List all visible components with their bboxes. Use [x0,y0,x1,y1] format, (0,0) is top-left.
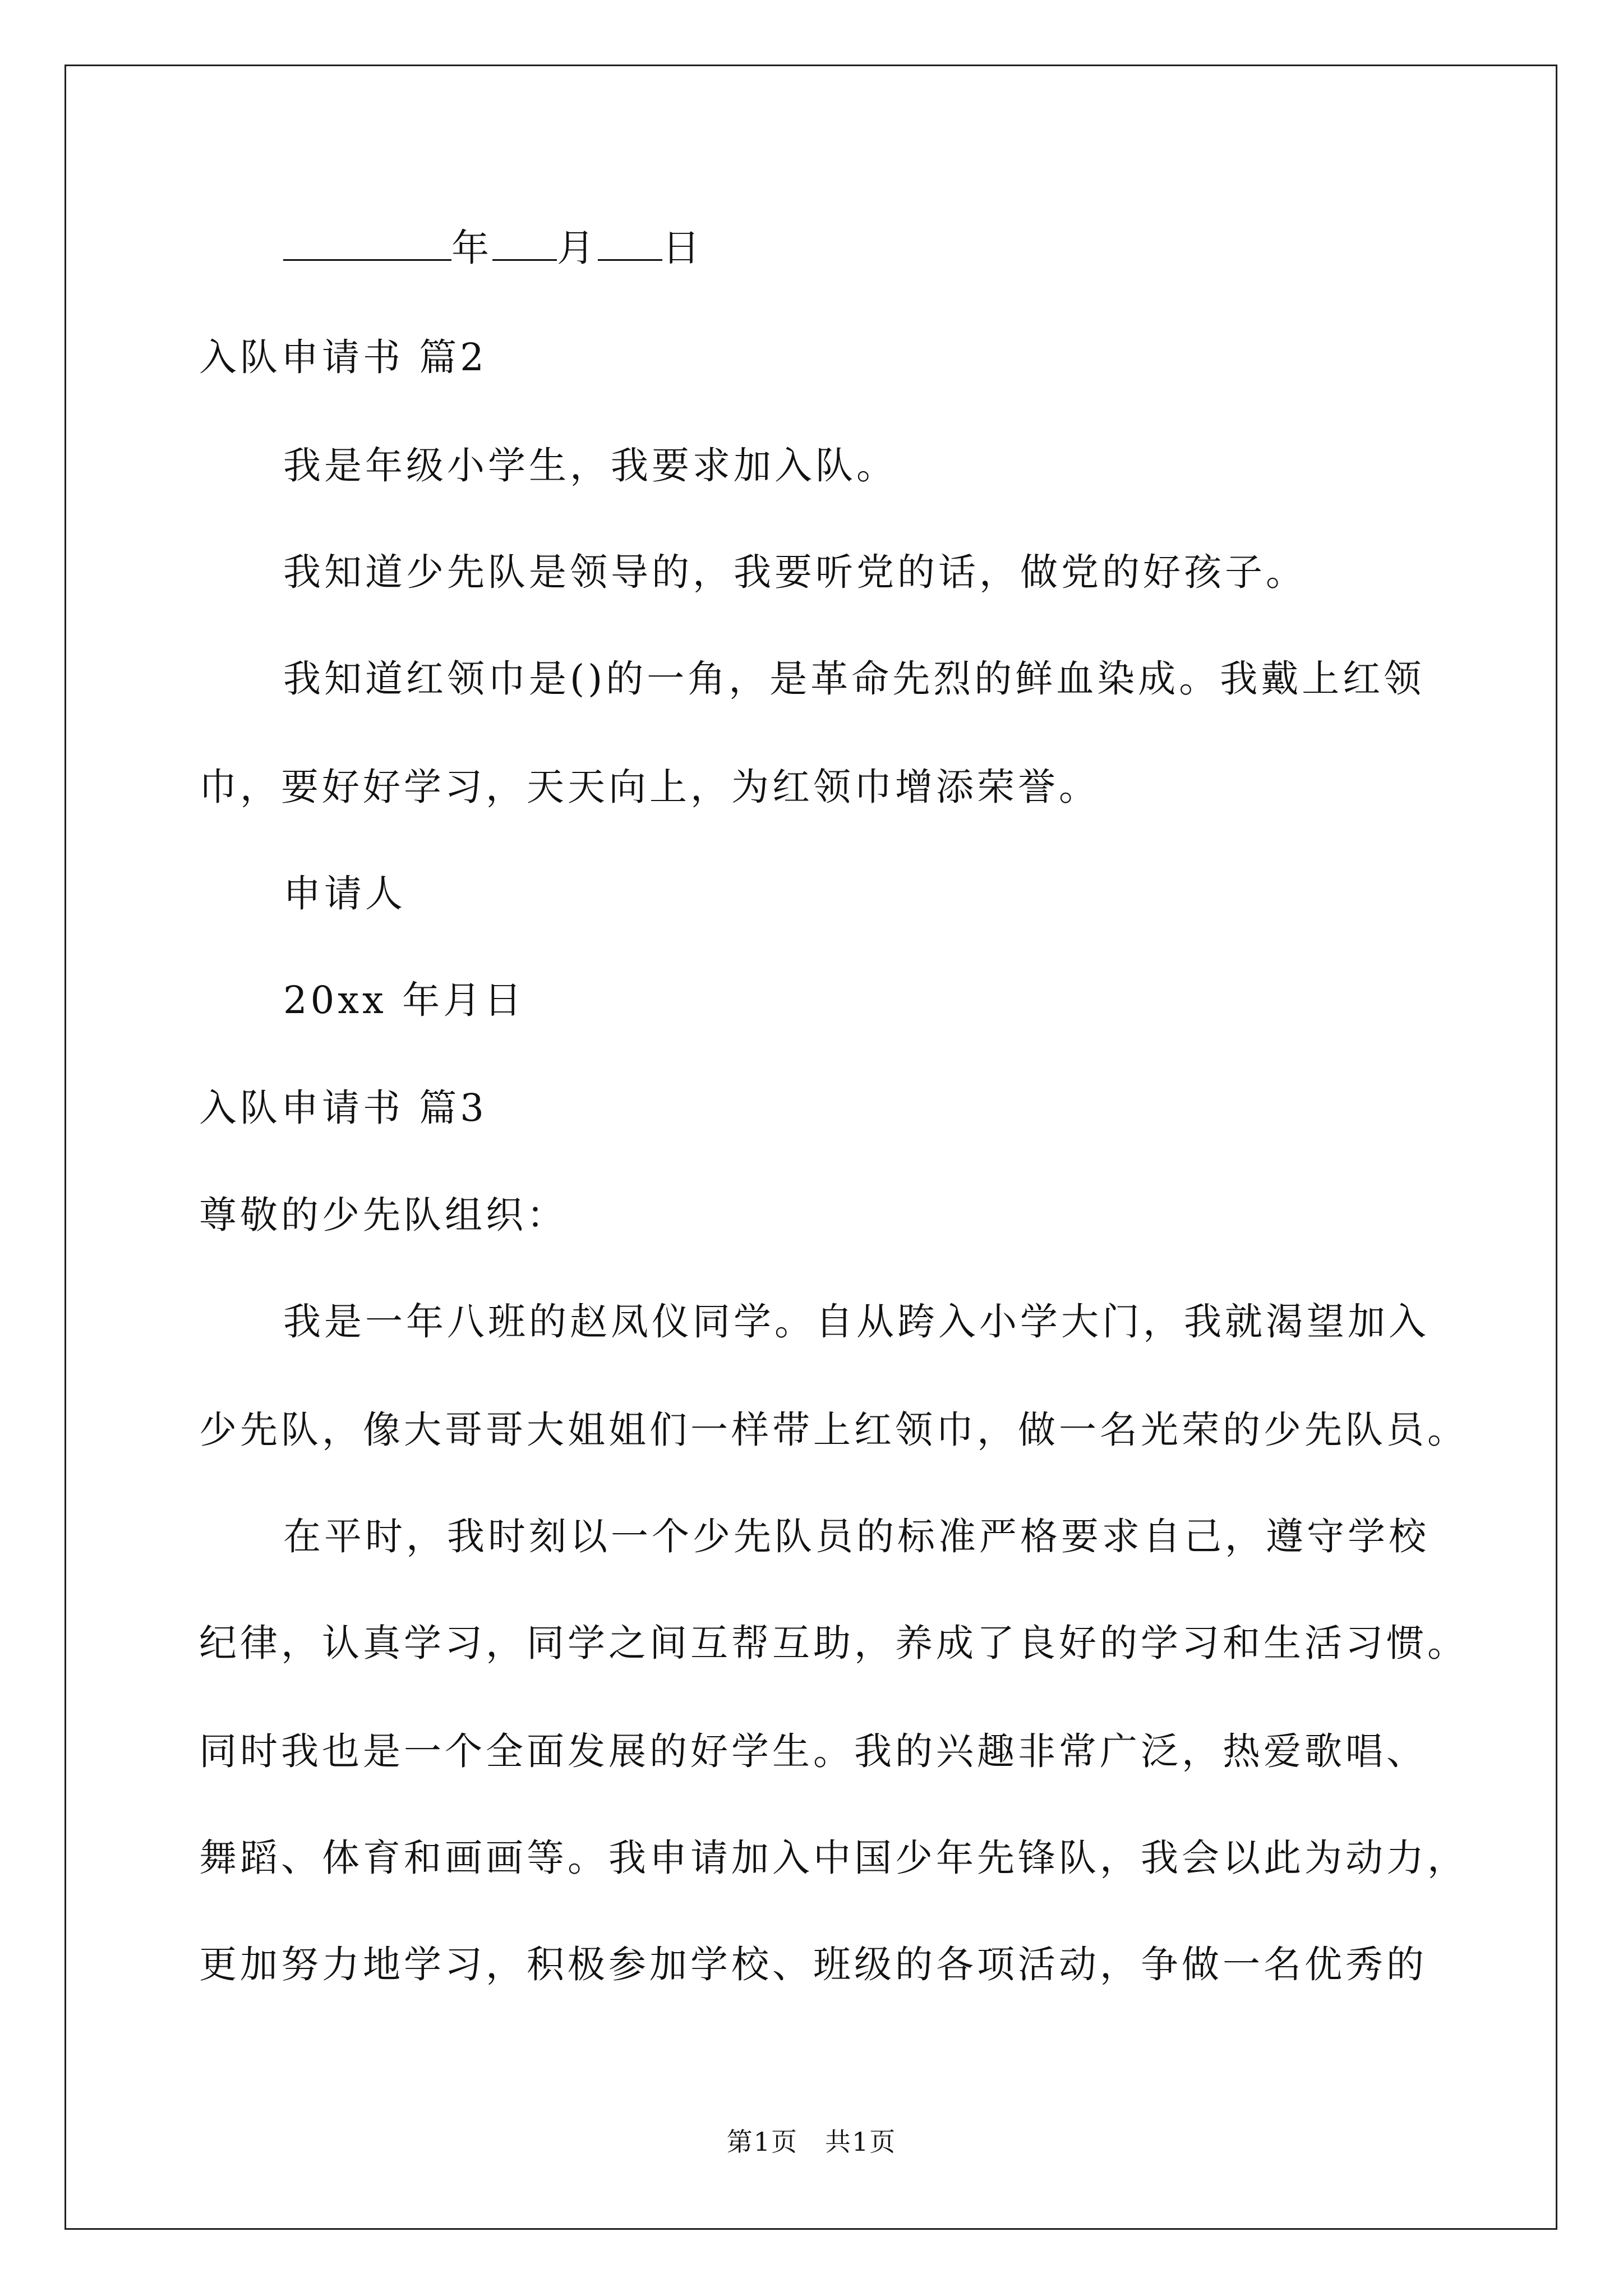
year-blank [283,224,451,261]
section3-heading: 入队申请书 篇3 [199,1086,487,1130]
salutation: 尊敬的少先队组织： [199,1193,568,1237]
section3-paragraph-2-line-2: 纪律，认真学习，同学之间互帮互助，养成了良好的学习和生活习惯。 [199,1621,1468,1665]
day-blank [598,224,662,261]
year-label: 年 [451,226,492,270]
section2-paragraph-1: 我是年级小学生，我要求加入队。 [283,444,897,487]
section3-paragraph-2-line-1: 在平时，我时刻以一个少先队员的标准严格要求自己，遵守学校 [283,1515,1430,1558]
day-label: 日 [662,226,703,270]
section2-heading: 入队申请书 篇2 [199,335,487,379]
month-blank [492,224,557,261]
section2-paragraph-3-line-1: 我知道红领巾是()的一角，是革命先烈的鲜血染成。我戴上红领 [283,657,1425,701]
page-footer: 第1页 共1页 [726,2127,897,2157]
month-label: 月 [557,226,598,270]
section2-paragraph-2: 我知道少先队是领导的，我要听党的话，做党的好孩子。 [283,550,1307,594]
section2-paragraph-3-line-2: 巾，要好好学习，天天向上，为红领巾增添荣誉。 [199,765,1100,809]
page-border [64,65,1557,2230]
applicant-label: 申请人 [283,872,406,915]
section3-paragraph-1-line-2: 少先队，像大哥哥大姐姐们一样带上红领巾，做一名光荣的少先队员。 [199,1408,1468,1452]
date-line [283,224,703,270]
section3-paragraph-2-line-4: 舞蹈、体育和画画等。我申请加入中国少年先锋队，我会以此为动力， [199,1836,1468,1880]
section3-paragraph-2-line-5: 更加努力地学习，积极参加学校、班级的各项活动，争做一名优秀的 [199,1943,1427,1986]
application-date: 20xx 年月日 [283,978,525,1022]
section3-paragraph-2-line-3: 同时我也是一个全面发展的好学生。我的兴趣非常广泛，热爱歌唱、 [199,1729,1427,1773]
section3-paragraph-1-line-1: 我是一年八班的赵凤仪同学。自从跨入小学大门，我就渴望加入 [283,1300,1430,1343]
